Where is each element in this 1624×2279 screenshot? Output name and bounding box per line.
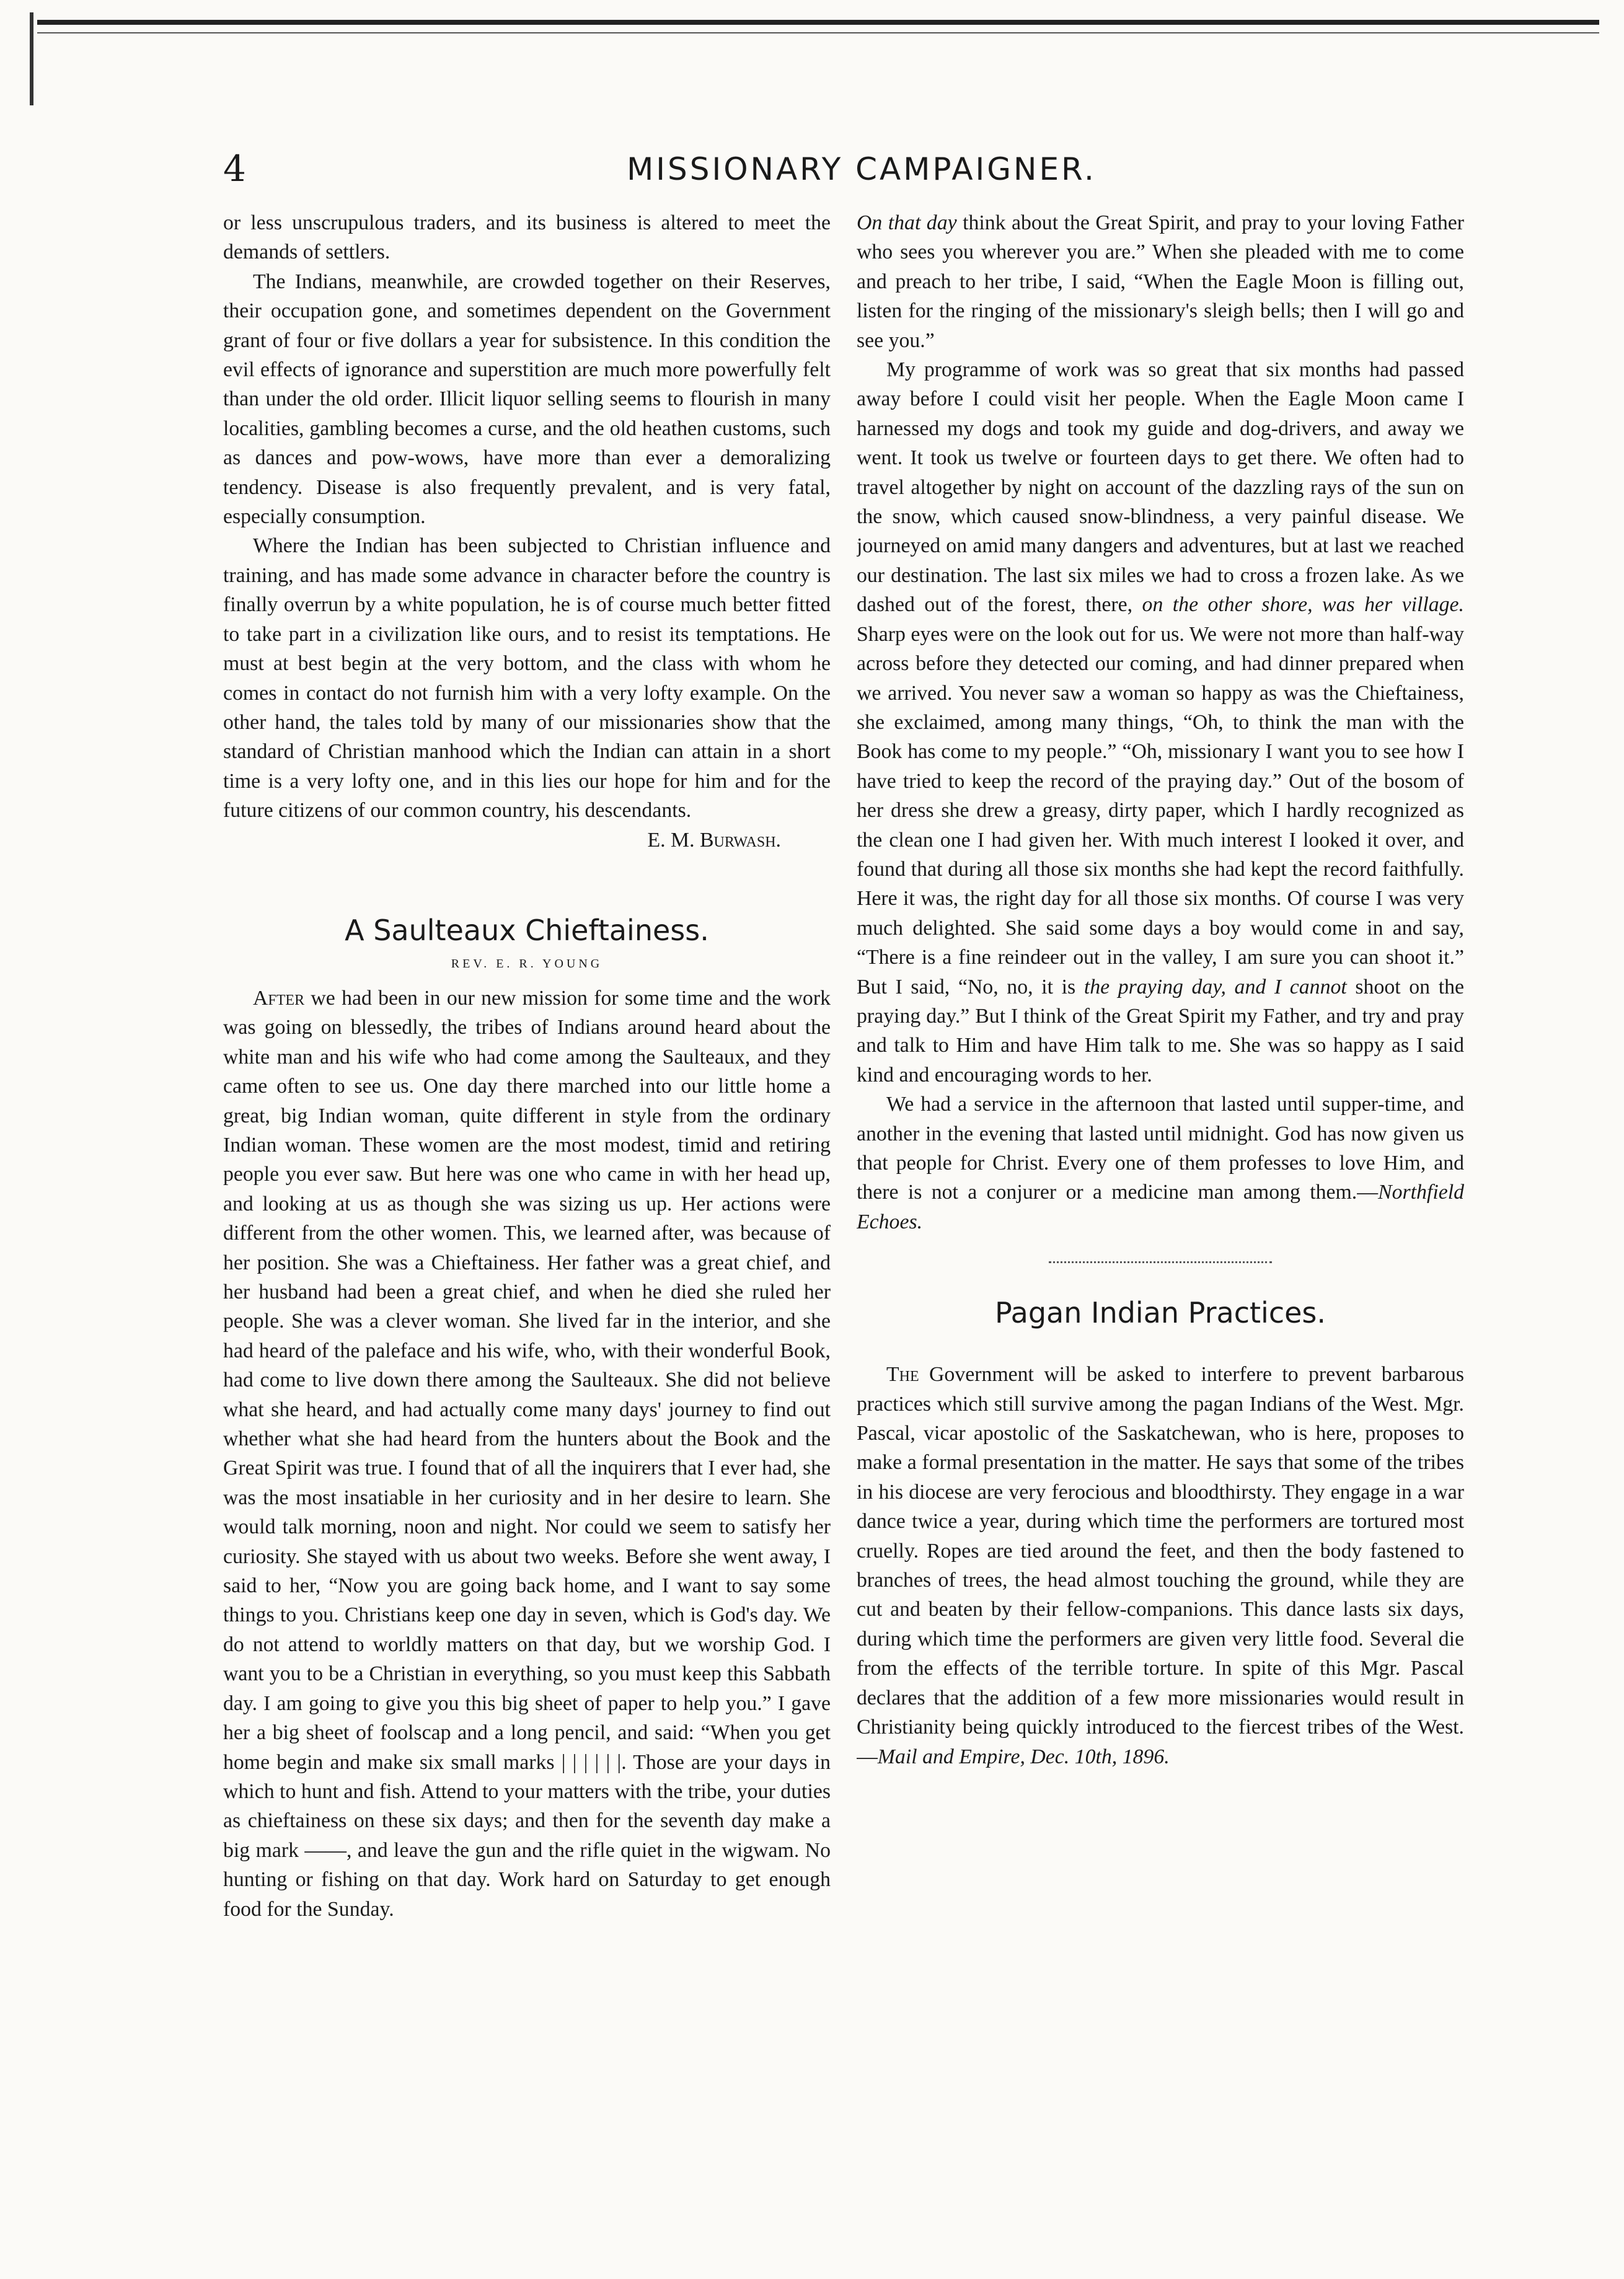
article2-p2-a: My programme of work was so great that six months had passed away before I could visit her people. When the Eagle Moon came I harnessed my dogs and took my guide and dog-drivers, and away we went. It took us twelve or fourteen days to get there. We often had to travel altogether by night on account of the dazzling rays of the sun on the snow, which caused snow-blindness, a very painful disease. We journeyed on amid many dangers and adventures, but at last we reached our destination. The last six miles we had to cross a frozen lake. As we dashed out of the forest, there,: [857, 358, 1464, 617]
top-border: [37, 20, 1599, 25]
article3-lead-word: The: [886, 1363, 919, 1386]
article2-paragraph-2: [857, 355, 1464, 1090]
article2-byline: REV. E. R. YOUNG: [451, 956, 603, 971]
article2-italic-phrase: On that day: [857, 211, 957, 234]
article1-signature: E. M. Burwash.: [647, 828, 781, 852]
article2-paragraph-3: [857, 1090, 1464, 1236]
article2-continued: [857, 208, 1464, 355]
article3-title: Pagan Indian Practices.: [994, 1296, 1326, 1330]
article2-paragraph-1: [223, 984, 831, 1924]
section-divider: [1049, 1261, 1272, 1263]
article2-lead-word: After: [253, 986, 305, 1010]
left-border-mark: [30, 12, 33, 105]
article2-p2-c: shoot on the praying day.” But I think of the Great Spirit my Father, and try and pray and talk to Him and have Him talk to me. She was so happy as I said kind and encouraging words to her.: [857, 975, 1464, 1087]
article1-intro: or less unscrupulous traders, and its business is altered to meet the demands of settlers.: [223, 211, 831, 264]
article2-source: Northfield Echoes.: [857, 1181, 1464, 1233]
article1-paragraph-3: Where the Indian has been subjected to Christian influence and training, and has made some advance in character before the country is finally overrun by a white population, he is of course much better fitted to take part in a civilization like ours, and to resist its temptations. He must at best begin at the very bottom, and the class with whom he comes in contact do not furnish him with a very lofty example. On the other hand, the tales told by many of our missionaries show that the standard of Christian manhood which the Indian can attain in a short time is a very lofty one, and in this lies our hope for him and for the future citizens of our common country, his descendants.: [223, 534, 831, 822]
article2-p2-b: Sharp eyes were on the look out for us. We were not more than half-way across before they detected our coming, and had dinner prepared when we arrived. You never saw a woman so happy as was the Chieftainess, she exclaimed, among many things, “Oh, to think the man with the Book has come to my people.” “Oh, missionary I want you to see how I have tried to keep the record of the praying day.” Out of the bosom of her dress she drew a greasy, dirty paper, which I hardly recognized as the clean one I had given her. With much interest I looked it over, and found that during all those six months she had kept the record faithfully. Here it was, the right day for all those six months. Of course I was very much delighted. She said some days a boy would come in and say, “There is a fine reindeer out in the valley, I am sure you can shoot it.” But I said, “No, no, it is: [857, 622, 1464, 998]
article2-paragraph-1-text: we had been in our new mission for some time and the work was going on blessedly, the tribes of Indians around heard about the white man and his wife who had come among the Saulteaux, and they came often to see us. One day there marched into our little home a great, big Indian woman, quite different in style from the ordinary Indian woman. These women are the most modest, timid and retiring people you ever saw. But here was one who came in with her head up, and looking at us as though she was sizing us up. Her actions were different from the other women. This, we learned after, was because of her position. She was a Chieftainess. Her father was a great chief, and her husband had been a great chief, and when he died she ruled her people. She was a clever woman. She lived far in the interior, and she had heard of the paleface and his wife, who, with their wonderful Book, had come to live down there among the Saulteaux. She did not believe what she heard, and had actually come many days' journey to find out whether what she had heard from the hunters about the Book and the Great Spirit was true. I found that of all the inquirers that I ever had, she was the most insatiable in her curiosity and in her desire to learn. She would talk morning, noon and night. Nor could we seem to satisfy her curiosity. She stayed with us about two weeks. Before she went away, I said to her, “Now you are going back home, and I want to say some things to you. Christians keep one day in seven, which is God's day. We do not attend to worldly matters on that day, but we worship God. I want you to be a Christian in everything, so you must keep this Sabbath day. I am going to give you this big sheet of paper to help you.” I gave her a big sheet of foolscap and a long pencil, and said: “When you get home begin and make six small marks | | | | | |. Those are your days in which to hunt and fish. Attend to your matters with the tribe, your duties as chieftainess on these six days; and then for the seventh day make a big mark ——, and leave the gun and the rifle quiet in the wigwam. No hunting or fishing on that day. Work hard on Saturday to get enough food for the Sunday.: [223, 986, 831, 1921]
article2-p2-italic-2: the praying day, and I cannot: [1083, 975, 1347, 998]
page-number: 4: [223, 148, 246, 190]
article3-paragraph-1: [857, 1360, 1464, 1771]
left-column: [223, 208, 831, 2229]
article3-text: Government will be asked to interfere to prevent barbarous practices which still survive among the pagan Indians of the West. Mgr. Pascal, vicar apostolic of the Saskatchewan, who is here, proposes to make a formal presentation in the matter. He says that some of the tribes in his diocese are very ferocious and bloodthirsty. They engage in a war dance twice a year, during which time the performers are tortured most cruelly. Ropes are tied around the feet, and then the body fastened to branches of trees, the head almost touching the ground, while they are cut and beaten by their fellow-companions. This dance lasts six days, during which time the performers are given very little food. Several die from the effects of the terrible torture. In spite of this Mgr. Pascal declares that the addition of a few more missionaries would result in Christianity being quickly introduced to the fiercest tribes of the West.—: [857, 1363, 1464, 1768]
article3-source: Mail and Empire, Dec. 10th, 1896.: [877, 1745, 1170, 1768]
running-title: MISSIONARY CAMPAIGNER.: [627, 151, 1097, 187]
article1-paragraph-2: The Indians, meanwhile, are crowded together on their Reserves, their occupation gone, and sometimes dependent on the Government grant of four or five dollars a year for subsistence. In this condition the evil effects of ignorance and superstition are much more powerfully felt than under the old order. Illicit liquor selling seems to flourish in many localities, gambling becomes a curse, and the old heathen customs, such as dances and pow-wows, have more than ever a demoralizing tendency. Disease is also frequently prevalent, and is very fatal, especially consumption.: [223, 270, 831, 529]
article2-p2-italic: on the other shore, was her village.: [1142, 593, 1464, 617]
right-column: [857, 208, 1464, 2229]
page-header: [223, 148, 1500, 191]
article2-title: A Saulteaux Chieftainess.: [345, 913, 709, 947]
article2-p3-text: We had a service in the afternoon that lasted until supper-time, and another in the evening that lasted until midnight. God has now given us that people for Christ. Every one of them professes to love Him, and there is not a conjurer or a medicine man among them.—: [857, 1093, 1464, 1204]
article2-continued-text: think about the Great Spirit, and pray to your loving Father who sees you wherever you are.” When she pleaded with me to come and preach to her tribe, I said, “When the Eagle Moon is filling out, listen for the ringing of the missionary's sleigh bells; then I will go and see you.”: [857, 211, 1464, 352]
top-border-thin: [37, 32, 1599, 33]
